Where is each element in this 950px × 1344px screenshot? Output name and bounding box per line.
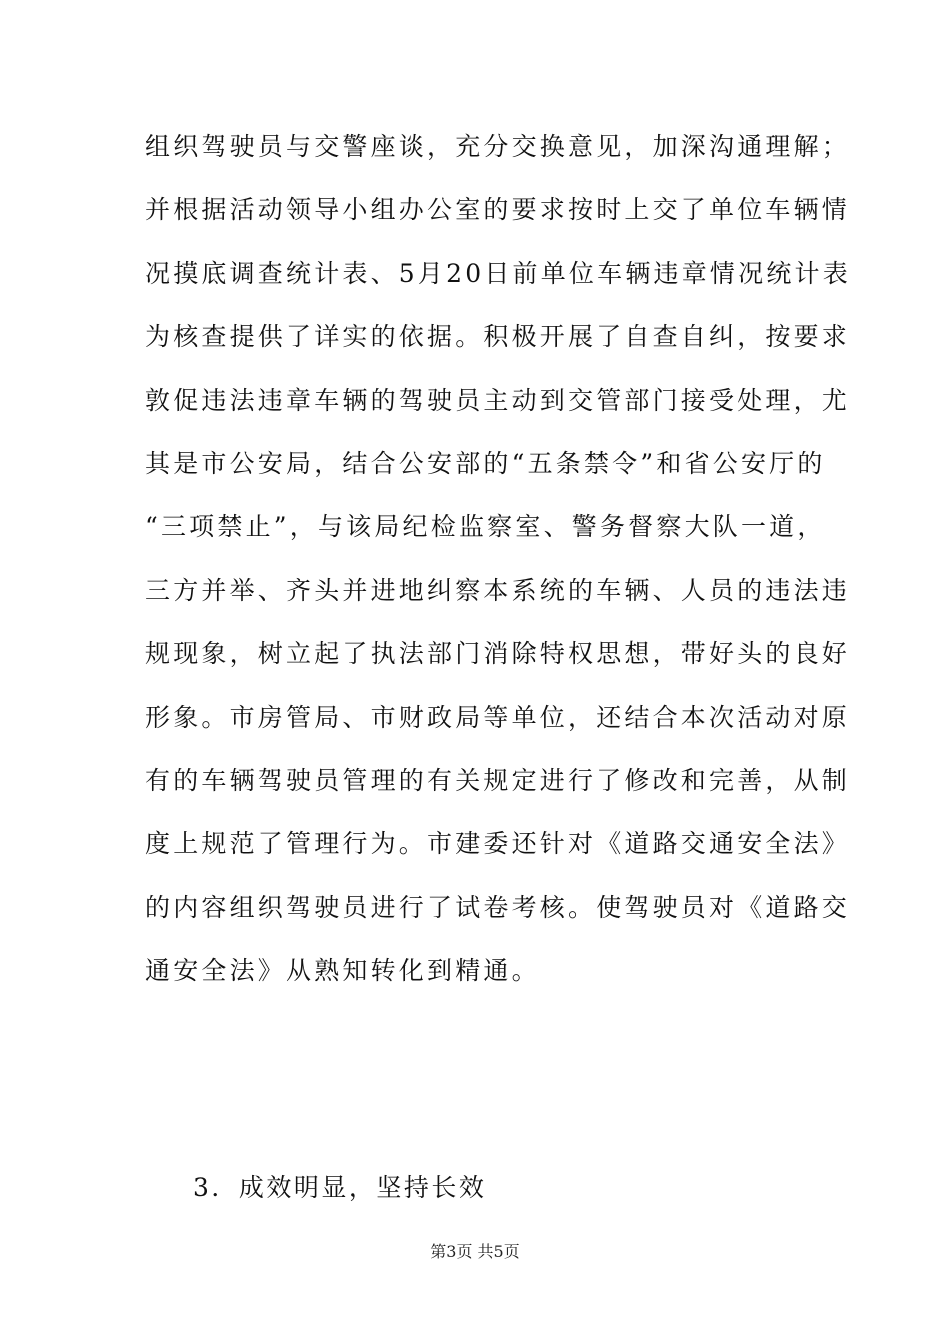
paragraph-line: 并根据活动领导小组办公室的要求按时上交了单位车辆情 — [145, 195, 851, 225]
body-paragraph — [145, 127, 851, 1014]
paragraph-line: 况摸底调查统计表、5月20日前单位车辆违章情况统计表 — [145, 258, 851, 288]
paragraph-line: 组织驾驶员与交警座谈，充分交换意见，加深沟通理解； — [145, 132, 851, 161]
paragraph-line: 规现象，树立起了执法部门消除特权思想，带好头的良好 — [145, 639, 851, 669]
paragraph-line: 三方并举、齐头并进地纠察本系统的车辆、人员的违法违 — [145, 575, 851, 605]
paragraph-line: 形象。市房管局、市财政局等单位，还结合本次活动对原 — [145, 702, 851, 732]
paragraph-line: 度上规范了管理行为。市建委还针对《道路交通安全法》 — [145, 829, 851, 859]
section-heading: 3．成效明显，坚持长效 — [193, 1173, 487, 1202]
paragraph-line: 其是市公安局，结合公安部的“五条禁令”和省公安厅的 — [145, 448, 826, 478]
page-number-footer: 第3页 共5页 — [430, 1242, 520, 1261]
paragraph-line: 有的车辆驾驶员管理的有关规定进行了修改和完善，从制 — [145, 765, 851, 795]
paragraph-line: 敦促违法违章车辆的驾驶员主动到交管部门接受处理，尤 — [145, 385, 851, 415]
paragraph-line: “三项禁止”，与该局纪检监察室、警务督察大队一道， — [145, 512, 826, 542]
paragraph-line: 的内容组织驾驶员进行了试卷考核。使驾驶员对《道路交 — [145, 892, 851, 922]
paragraph-line: 为核查提供了详实的依据。积极开展了自查自纠，按要求 — [145, 322, 851, 352]
paragraph-line: 通安全法》从熟知转化到精通。 — [145, 956, 540, 986]
